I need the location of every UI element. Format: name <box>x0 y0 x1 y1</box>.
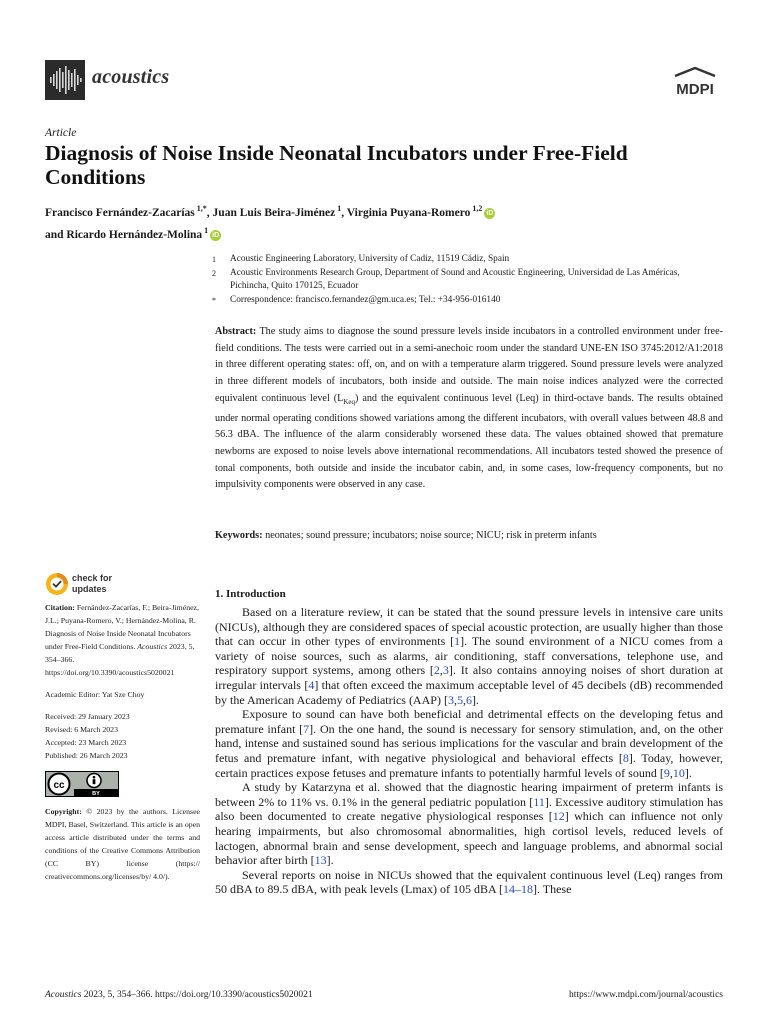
reference-link[interactable]: 9 <box>663 765 670 780</box>
cc-by-license-badge[interactable] <box>45 771 119 797</box>
footer-citation <box>45 990 313 1000</box>
keywords-label: Keywords: <box>215 530 263 541</box>
author-name[interactable]: Juan Luis Beira-Jiménez <box>212 206 336 219</box>
reference-link[interactable]: 6 <box>465 692 472 707</box>
reference-link[interactable]: 3 <box>442 663 449 678</box>
reference-link[interactable]: 11 <box>533 794 545 809</box>
keywords <box>215 528 723 544</box>
journal-name: acoustics <box>92 66 170 88</box>
date-received: Received: 29 January 2023 <box>45 712 130 721</box>
date-revised: Revised: 6 March 2023 <box>45 725 118 734</box>
reference-link[interactable]: 14–18 <box>502 882 533 897</box>
affiliations <box>212 253 692 307</box>
reference-link[interactable]: 5 <box>456 692 463 707</box>
section-title: 1. Introduction <box>215 588 286 600</box>
abstract-text: The study aims to diagnose the sound pressure levels inside incubators in a controlled environment under free-field conditions. The tests were carried out in a semi-anechoic room under the standard UNE-EN ISO 3745:2012/A1:2018 in three different operating states: off, on, and on with a temperature alarm triggered. Sound pressure levels were analyzed in three different models of incubators, both inside and outside. The main noise indices analyzed were the corrected equivalent continuous level (L <box>215 326 723 404</box>
check-updates-line2: updates <box>72 584 107 594</box>
date-published: Published: 26 March 2023 <box>45 751 128 760</box>
reference-link[interactable]: 8 <box>622 750 629 765</box>
affiliation-item <box>212 267 692 294</box>
svg-text:cc: cc <box>53 780 65 791</box>
article-type: Article <box>45 127 77 139</box>
check-for-updates-button[interactable] <box>45 572 155 598</box>
footer-doi[interactable]: 2023, 5, 354–366. https://doi.org/10.3390/acoustics5020021 <box>81 990 313 1000</box>
abstract-label: Abstract: <box>215 326 257 337</box>
check-updates-icon <box>45 572 69 596</box>
citation-volume-doi[interactable]: 2023, 5, 354–366. https://doi.org/10.3390/acoustics5020021 <box>45 642 195 677</box>
citation <box>45 601 200 679</box>
introduction-body <box>215 605 723 897</box>
reference-link[interactable]: 10 <box>672 765 685 780</box>
cc-badge-label: BY <box>92 791 100 797</box>
affiliation-number: * <box>212 295 216 305</box>
article-title: Diagnosis of Noise Inside Neonatal Incubators under Free-Field Conditions <box>45 141 628 189</box>
author-name[interactable]: Virginia Puyana-Romero <box>346 206 471 219</box>
body-paragraph: Exposure to sound can have both beneficial and detrimental effects on the developing fetus and premature infant [7]. On the one hand, the sound is necessary for sensory stimulation, and, on the other hand, intense and sustained sound has serious implications for the vascular and brain development of the fetus and premature infant, with negative physiological and behavioral effects [8]. Today, however, certain practices expose fetuses and premature infants to potentially harmful levels of sound [9,10]. <box>215 707 723 780</box>
affiliation-number: 1 <box>212 255 216 264</box>
date-accepted: Accepted: 23 March 2023 <box>45 738 127 747</box>
reference-link[interactable]: 3 <box>447 692 454 707</box>
publisher-logo <box>668 66 722 102</box>
reference-link[interactable]: 1 <box>454 634 461 649</box>
orcid-icon[interactable]: iD <box>212 231 220 239</box>
reference-link[interactable]: 2 <box>433 663 440 678</box>
check-updates-line1: check for <box>72 573 113 583</box>
affiliation-text: Acoustic Engineering Laboratory, University of Cadiz, 11519 Cádiz, Spain <box>230 254 510 264</box>
author-affiliation-mark: 1,* <box>194 204 207 213</box>
journal-logo <box>45 60 85 100</box>
affiliation-number: 2 <box>212 268 216 278</box>
citation-label: Citation: <box>45 603 75 612</box>
abstract <box>215 324 723 494</box>
author-affiliation-mark: 1 <box>335 204 342 213</box>
affiliation-text: Acoustic Environments Research Group, Department of Sound and Acoustic Engineering, Universidad de Las Américas, Pichincha, Quito 170125, Ecuador <box>230 267 680 291</box>
affiliation-text: Correspondence: francisco.fernandez@gm.uca.es; Tel.: +34-956-016140 <box>230 294 501 305</box>
abstract-text-cont: ) and the equivalent continuous level (Leq) in third-octave bands. The results obtained under normal operating conditions showed variations among the different incubators, with overall values between 48.8 and 56.3 dBA. The influence of the alarm considerably worsened these data. The values obtained showed that premature newborns are exposed to noise levels above international recommendations. All incubators tested showed the presence of tonal components, both outside and inside the incubator cabin, and, in some cases, low-frequency components, but no impulsivity components were observed in any case. <box>215 392 723 491</box>
body-paragraph: Based on a literature review, it can be stated that the sound pressure levels in intensive care units (NICUs), although they are considered spaces of special acoustic protection, are usually higher than those that can occur in other types of environments [1]. The sound environment of a NICU comes from a variety of noise sources, such as alarms, air conditioning, staff conversations, telephone use, and respiratory support systems, among others [2,3]. It also contains annoying noises of short duration at irregular intervals [4] that often exceed the maximum acceptable level of 45 decibels (dB) recommended by the American Academy of Pediatrics (AAP) [3,5,6]. <box>215 605 724 707</box>
body-paragraph: Several reports on noise in NICUs showed that the equivalent continuous level (Leq) ranges from 50 dBA to 89.5 dBA, with peak levels (Lmax) of 105 dBA [14–18]. These <box>215 867 723 897</box>
footer-journal: Acoustics <box>45 990 82 1000</box>
affiliation-item <box>212 294 692 308</box>
footer-journal-url[interactable]: https://www.mdpi.com/journal/acoustics <box>568 990 723 1000</box>
publisher-name: MDPI <box>676 81 714 98</box>
reference-link[interactable]: 7 <box>303 721 310 736</box>
sidebar <box>45 601 200 883</box>
dates <box>45 710 200 762</box>
author-name[interactable]: and Ricardo Hernández-Molina <box>45 228 203 241</box>
author-affiliation-mark: 1 <box>202 225 209 235</box>
reference-link[interactable]: 13 <box>314 853 327 868</box>
citation-journal: Acoustics <box>137 642 168 651</box>
orcid-icon[interactable]: iD <box>486 209 494 217</box>
abstract-subscript: Keq <box>343 397 355 406</box>
keywords-text: neonates; sound pressure; incubators; noise source; NICU; risk in preterm infants <box>262 530 597 541</box>
author-list: Francisco Fernández-Zacarías $^{1,*}$, Juan Luis Beira-Jiménez $^1$, Virginia Puyana-Romero $^{1,2}$iD and Ricardo Hernández-Molina $^1$iD <box>45 204 494 241</box>
soundwave-bars-icon <box>45 60 85 100</box>
body-paragraph: A study by Katarzyna et al. showed that the diagnostic hearing impairment of preterm infants is between 2% to 11% vs. 0.1% in the general pediatric population [11]. Excessive auditory stimulation has also been documented to create negative physiological responses [12] which can influence not only hearing impairments, but also chromosomal abnormalities, high cortisol levels, reduced levels of lactogen, abnormal brain and sense development, speech and language problems, and abnormal social behavior after birth [13]. <box>215 780 723 868</box>
reference-link[interactable]: 12 <box>552 809 565 824</box>
copyright-label: Copyright: <box>45 807 82 816</box>
affiliation-item <box>212 253 692 267</box>
reference-link[interactable]: 4 <box>308 677 315 692</box>
author-name[interactable]: Francisco Fernández-Zacarías <box>45 206 195 219</box>
copyright-notice <box>45 805 200 883</box>
copyright-text: © 2023 by the authors. Licensee MDPI, Basel, Switzerland. This article is an open access article distributed under the terms and conditions of the Creative Commons Attribution (CC BY) license (https:// creativecommons.org/licenses/by/ 4.0/). <box>45 807 200 881</box>
citation-text: Fernández-Zacarías, F.; Beira-Jiménez, J.L.; Puyana-Romero, V.; Hernández-Molina, R. Diagnosis of Noise Inside Neonatal Incubators under Free-Field Conditions. <box>45 603 199 651</box>
author-affiliation-mark: 1,2 <box>470 204 483 213</box>
academic-editor: Academic Editor: Yat Sze Choy <box>45 690 145 699</box>
